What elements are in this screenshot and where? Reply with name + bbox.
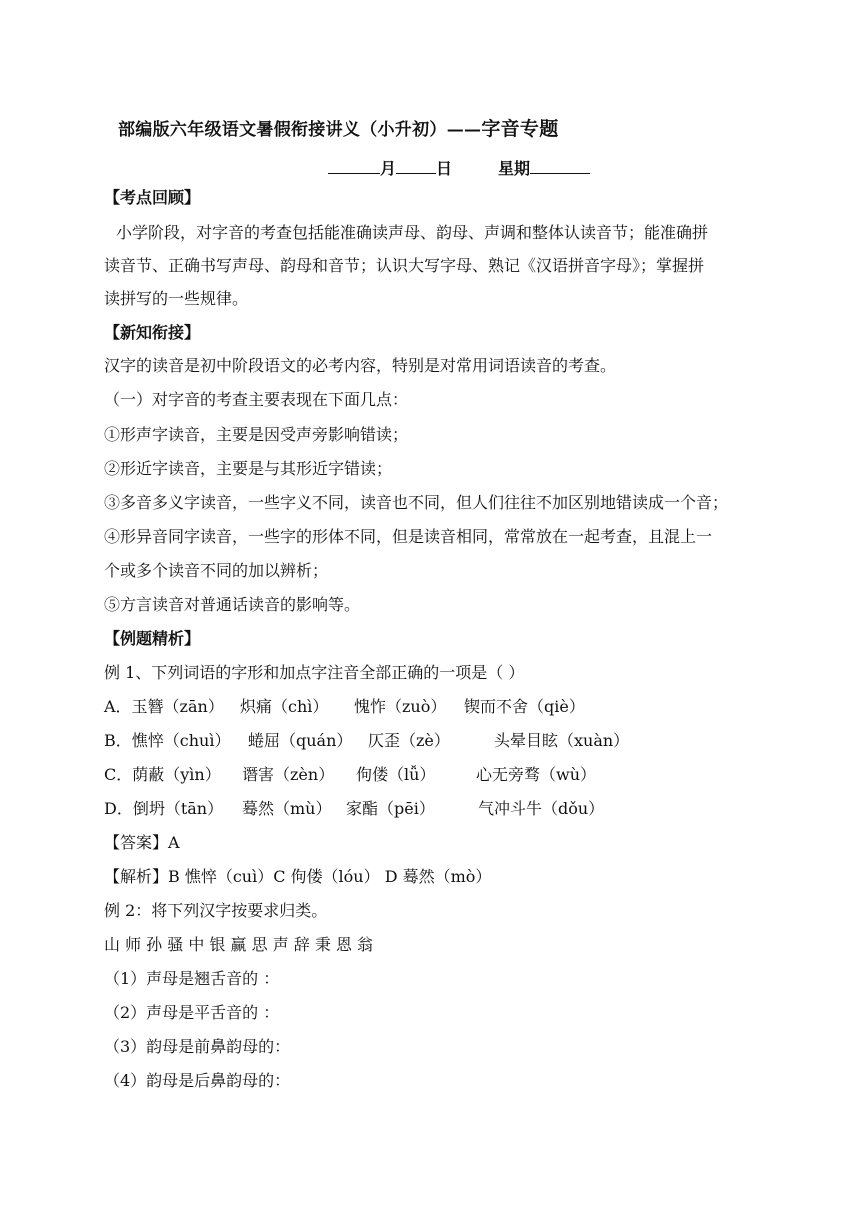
example-1-option-c: C．荫蔽（yìn） 谮害（zèn） 佝偻（lǚ） 心无旁骛（wù） xyxy=(104,765,597,784)
new-line-8: ⑤方言读音对普通话读音的影响等。 xyxy=(104,595,361,614)
example-2-question: 例 2：将下列汉字按要求归类。 xyxy=(104,901,328,920)
day-blank xyxy=(396,159,436,174)
new-line-2: （一）对字音的考查主要表现在下面几点： xyxy=(104,390,409,409)
example-1-option-d: D．倒坍（tān） 蓦然（mù） 家酯（pēi） 气冲斗牛（dǒu） xyxy=(104,799,605,818)
section-heading-examples: 【例题精析】 xyxy=(104,629,201,648)
title-prefix: 部编版六年级语文暑假衔接讲义（小升初）—— xyxy=(118,120,482,140)
document-title xyxy=(118,114,559,141)
date-line xyxy=(328,156,590,179)
review-line-2: 读音节、正确书写声母、韵母和音节；认识大写字母、熟记《汉语拼音字母》；掌握拼 xyxy=(104,256,705,275)
example-1-answer: 【答案】A xyxy=(104,833,180,852)
title-emphasis: 字音专题 xyxy=(481,118,559,140)
month-label: 月 xyxy=(380,159,397,178)
example-2-item-2: （2）声母是平舌音的 ： xyxy=(104,1003,280,1022)
new-line-7: 个或多个读音不同的加以辨析； xyxy=(104,561,329,580)
new-line-6: ④形异音同字读音，一些字的形体不同，但是读音相同，常常放在一起考查，且混上一 xyxy=(104,527,713,546)
example-1-analysis: 【解析】B 憔悴（cuì）C 佝偻（lóu） D 蓦然（mò） xyxy=(104,867,492,886)
example-1-option-b: B．憔悴（chuì） 蜷屈（quán） 仄歪（zè） 头晕目眩（xuàn） xyxy=(104,731,630,750)
review-line-1: 小学阶段，对字音的考查包括能准确读声母、韵母、声调和整体认读音节；能准确拼 xyxy=(116,223,709,242)
new-line-3: ①形声字读音，主要是因受声旁影响错读； xyxy=(104,425,409,444)
section-heading-new: 【新知衔接】 xyxy=(104,323,201,342)
review-line-3: 读拼写的一些规律。 xyxy=(104,289,249,308)
new-line-1: 汉字的读音是初中阶段语文的必考内容，特别是对常用词语读音的考查。 xyxy=(104,356,617,375)
weekday-blank xyxy=(530,159,590,174)
day-label: 日 xyxy=(436,159,453,178)
example-2-characters: 山 师 孙 骚 中 银 赢 思 声 辞 秉 恩 翁 xyxy=(104,935,374,954)
month-blank xyxy=(328,159,380,174)
new-line-4: ②形近字读音，主要是与其形近字错读； xyxy=(104,459,393,478)
example-2-item-4: （4）韵母是后鼻韵母的： xyxy=(104,1071,291,1090)
weekday-label: 星期 xyxy=(498,159,531,178)
new-line-5: ③多音多义字读音，一些字义不同，读音也不同，但人们往往不加区别地错读成一个音； xyxy=(104,493,729,512)
example-1-option-a: A．玉簪（zān） 炽痛（chì） 愧怍（zuò） 锲而不舍（qiè） xyxy=(104,697,585,716)
section-heading-review: 【考点回顾】 xyxy=(104,188,201,207)
example-2-item-3: （3）韵母是前鼻韵母的： xyxy=(104,1037,291,1056)
example-1-question: 例 1、下列词语的字形和加点字注音全部正确的一项是（ ） xyxy=(104,663,525,682)
example-2-item-1: （1）声母是翘舌音的 ： xyxy=(104,969,280,988)
